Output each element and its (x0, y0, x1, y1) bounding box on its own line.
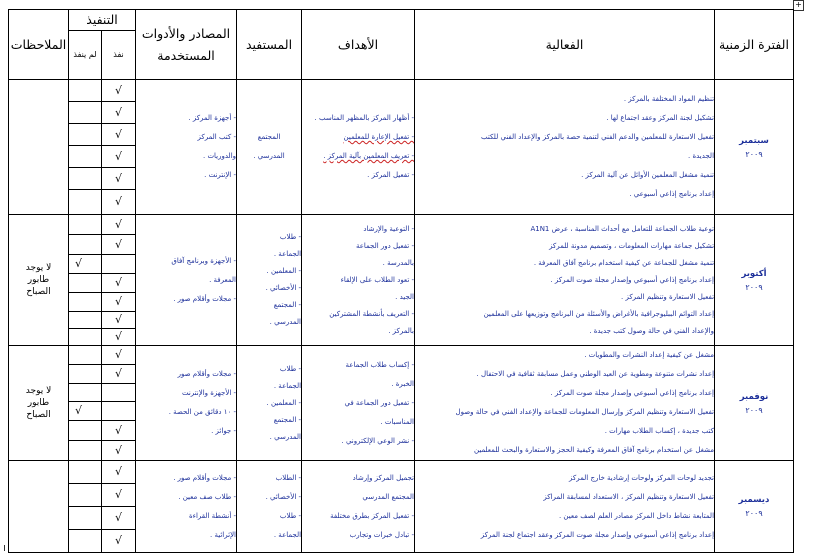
not-done-cell (69, 146, 102, 168)
done-check: √ (102, 235, 136, 255)
header-not-done: لم ينفذ (69, 31, 102, 80)
activities-cell: تجديد لوحات المركز ولوحات إرشادية خارج المركز تفعيل الاستعارة وتنظيم المركز ، الاستعداد لمسابقة المراكز المتابعة نشاط داخل المركز مصادر العلم لصف معين . إعداد برنامج إذاعي أسبوعي وإصدار مجلة صوت المركز وعقد اجتماع لجنة المركز (415, 461, 715, 553)
resources-cell: - أجهزة المركز . - كتب المركز والدوريات . - الإنترنت . (136, 80, 237, 215)
not-done-cell (69, 312, 102, 329)
not-done-cell (69, 293, 102, 312)
not-done-cell (69, 215, 102, 235)
done-cell (102, 402, 136, 421)
not-done-cell (69, 274, 102, 293)
resources-cell: - مجلات وأقلام صور - الأجهزة والإنترنت - ١٠ دقائق من الحصة . - جوائز . (136, 346, 237, 461)
not-done-check: √ (69, 402, 102, 421)
not-done-cell (69, 235, 102, 255)
not-done-cell (69, 421, 102, 441)
activities-cell: توعية طلاب الجماعة للتعامل مع أحداث المناسبة ، عرض A1N1 تشكيل جماعة مهارات المعلومات ، وتصميم مدونة للمركز تنمية مشغل للجماعة عن كيفية استخدام برنامج آفاق المعرفة . إعداد برنامج إذاعي أسبوعي وإصدار مجلة صوت المركز . تفعيل الاستعارة وتنظيم المركز . إعداد التوائم الببليوجرافية بالأغراض والأسئلة من البرنامج وتوزيعها على المعلمين والإعداد الفني في حالة وصول كتب جديدة . (415, 215, 715, 346)
header-resources: المصادر والأدوات المستخدمة (136, 10, 237, 80)
objectives-cell: - إكساب طلاب الجماعة الخبرة . - تفعيل دور الجماعة في المناسبات . - نشر الوعي الإلكتروني . (302, 346, 415, 461)
table-row (9, 215, 794, 235)
not-done-cell (69, 346, 102, 365)
done-check: √ (102, 146, 136, 168)
period-cell: نوفمبر ٢٠٠٩ (715, 346, 794, 461)
done-cell (102, 255, 136, 274)
activities-cell: مشغل عن كيفية إعداد النشرات والمطويات . إعداد نشرات متنوعة ومطوية عن العيد الوطني وعمل مسابقة ثقافية في الاحتفال . إعداد برنامج إذاعي أسبوعي وإصدار مجلة صوت المركز . تفعيل الاستعارة وتنظيم المركز وإرسال المعلومات للجماعة والإعداد الفني في حالة وصول كتب جديدة ، إكساب الطلاب مهارات . مشغل عن استخدام برنامج آفاق المعرفة وكيفية الحجز والاستعارة والبحث للمعلمين (415, 346, 715, 461)
not-done-cell (69, 507, 102, 530)
not-done-cell (69, 461, 102, 484)
header-objectives: الأهداف (302, 10, 415, 80)
activity-plan-table (8, 9, 794, 553)
objectives-cell: - التوعية والإرشاد - تفعيل دور الجماعة بالمدرسة . - تعود الطلاب على الإلقاء الجيد . - التعريف بأنشطة المشتركين بالمركز . (302, 215, 415, 346)
table-move-handle[interactable]: + (793, 0, 804, 11)
header-notes: الملاحظات (9, 10, 69, 80)
period-cell: أكتوبر ٢٠٠٩ (715, 215, 794, 346)
done-check: √ (102, 124, 136, 146)
header-row (9, 10, 794, 31)
done-check: √ (102, 102, 136, 124)
done-check: √ (102, 293, 136, 312)
notes-cell: لا يوجد طابور الصباح (9, 215, 69, 346)
done-check: √ (102, 346, 136, 365)
header-execution: التنفيذ (69, 10, 136, 31)
done-cell (102, 383, 136, 402)
objectives-cell: - أظهار المركز بالمظهر المناسب . - تفعيل الإعارة للمعلمين - تعريف المعلمين بآلية المركز . - تفعيل المركز . (302, 80, 415, 215)
not-done-cell (69, 530, 102, 553)
beneficiary-cell: المجتمع المدرسي . (237, 80, 302, 215)
done-check: √ (102, 215, 136, 235)
not-done-cell (69, 80, 102, 102)
not-done-cell (69, 102, 102, 124)
done-check: √ (102, 507, 136, 530)
done-check: √ (102, 484, 136, 507)
not-done-cell (69, 484, 102, 507)
notes-cell: لا يوجد طابور الصباح (9, 346, 69, 461)
not-done-cell (69, 441, 102, 461)
done-check: √ (102, 530, 136, 553)
beneficiary-cell: - الطلاب - الأخصائي . - طلاب الجماعة . (237, 461, 302, 553)
notes-cell (9, 80, 69, 215)
not-done-cell (69, 190, 102, 215)
not-done-check: √ (69, 255, 102, 274)
header-done: نفذ (102, 31, 136, 80)
not-done-cell (69, 383, 102, 402)
not-done-cell (69, 168, 102, 190)
objectives-cell: تجميل المركز وإرشاد المجتمع المدرسي - تفعيل المركز بطرق مختلفة - تبادل خبرات وتجارب (302, 461, 415, 553)
done-check: √ (102, 441, 136, 461)
beneficiary-cell: - طلاب الجماعة . - المعلمين . - الأخصائي . - المجتمع المدرسي . (237, 215, 302, 346)
header-beneficiary: المستفيد (237, 10, 302, 80)
notes-cell (9, 461, 69, 553)
not-done-cell (69, 364, 102, 383)
table-row (9, 461, 794, 484)
done-check: √ (102, 329, 136, 346)
header-activity: الفعالية (415, 10, 715, 80)
done-check: √ (102, 312, 136, 329)
done-check: √ (102, 461, 136, 484)
beneficiary-cell: - طلاب الجماعة . - المعلمين . - المجتمع المدرسي . (237, 346, 302, 461)
activities-cell: تنظيم المواد المختلفة بالمركز . تشكيل لجنة المركز وعقد اجتماع لها . تفعيل الاستعارة للمعلمين والدعم الفني لتنمية حصة بالمركز والإعداد الفني للكتب الجديدة . تنمية مشغل المعلمين الأوائل عن آلية المركز . إعداد برنامج إذاعي أسبوعي . (415, 80, 715, 215)
not-done-cell (69, 329, 102, 346)
header-period: الفترة الزمنية (715, 10, 794, 80)
not-done-cell (69, 124, 102, 146)
done-check: √ (102, 364, 136, 383)
done-check: √ (102, 190, 136, 215)
done-check: √ (102, 168, 136, 190)
done-check: √ (102, 274, 136, 293)
resources-cell: - مجلات وأقلام صور . - طلاب صف معين . - أنشطة القراءة الإثرائية . (136, 461, 237, 553)
table-row (9, 80, 794, 102)
done-check: √ (102, 421, 136, 441)
period-cell: سبتمبر ٢٠٠٩ (715, 80, 794, 215)
period-cell: ديسمبر ٢٠٠٩ (715, 461, 794, 553)
resources-cell: - الأجهزة وبرنامج آفاق المعرفة . - مجلات وأقلام صور . (136, 215, 237, 346)
done-check: √ (102, 80, 136, 102)
table-row (9, 346, 794, 365)
